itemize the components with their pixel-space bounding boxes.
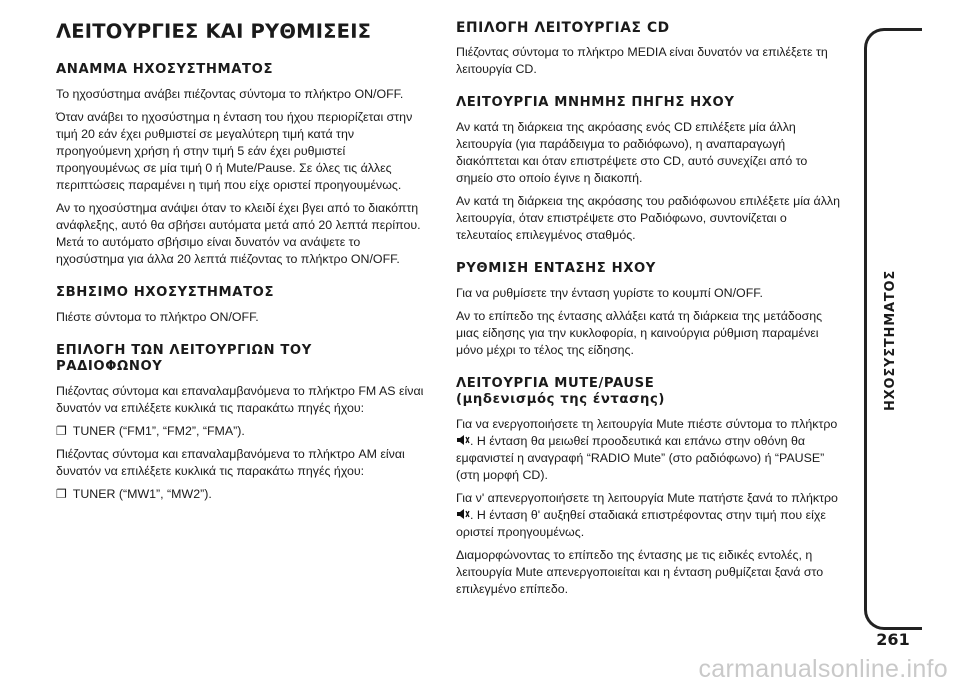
text-run: Για ν' απενεργοποιήσετε τη λειτουργία Mute πατήστε ξανά το πλήκτρο xyxy=(456,491,838,505)
page-number: 261 xyxy=(876,630,910,649)
heading-line: ΕΠΙΛΟΓΗ ΤΩΝ ΛΕΙΤΟΥΡΓΙΩΝ ΤΟΥ xyxy=(56,343,312,358)
paragraph xyxy=(456,416,842,484)
side-tab xyxy=(864,0,960,686)
heading-line: (μηδενισμός της έντασης) xyxy=(456,392,665,407)
paragraph: Πιέζοντας σύντομα και επαναλαμβανόμενα το πλήκτρο FM AS είναι δυνατόν να επιλέξετε κυκλικά τις παρακάτω πηγές ήχου: xyxy=(56,384,424,415)
bullet-item xyxy=(56,423,431,440)
section-source-memory xyxy=(456,95,842,244)
checkbox-bullet-icon: ❐ xyxy=(56,424,67,438)
paragraph: Αν κατά τη διάρκεια της ακρόασης ενός CD επιλέξετε μία άλλη λειτουργία (για παράδειγμα το ραδιόφωνο), η αναπαραγωγή διακόπτεται και όταν επιστρέψετε στο CD, αυτό συνεχίζει από το σημείο στο οποίο έγινε η διακοπή. xyxy=(456,120,808,185)
page-title: ΛΕΙΤΟΥΡΓΙΕΣ ΚΑΙ ΡΥΘΜΙΣΕΙΣ xyxy=(56,20,372,43)
section-radio-functions xyxy=(56,343,431,503)
section-heading: ΡΥΘΜΙΣΗ ΕΝΤΑΣΗΣ ΗΧΟΥ xyxy=(456,261,656,276)
section-mute-pause xyxy=(456,376,842,598)
paragraph: Για να ρυθμίσετε την ένταση γυρίστε το κουμπί ON/OFF. xyxy=(456,286,763,300)
side-tab-label-text: ΗΧΟΣΥΣΤΗΜΑΤΟΣ xyxy=(883,269,899,411)
section-heading: ΣΒΗΣΙΜΟ ΗΧΟΣΥΣΤΗΜΑΤΟΣ xyxy=(56,285,275,300)
heading-line: ΡΑΔΙΟΦΩΝΟΥ xyxy=(56,359,163,374)
paragraph xyxy=(456,490,842,541)
checkbox-bullet-icon: ❐ xyxy=(56,487,67,501)
right-column xyxy=(456,20,842,615)
text-run: Για να ενεργοποιήσετε τη λειτουργία Mute πιέστε σύντομα το πλήκτρο xyxy=(456,417,838,431)
side-tab-label xyxy=(869,240,913,440)
mute-speaker-icon xyxy=(456,434,470,446)
bullet-text: TUNER (“FM1”, “FM2”, “FMA”). xyxy=(72,424,245,438)
section-heading: ΑΝΑΜΜΑ ΗΧΟΣΥΣΤΗΜΑΤΟΣ xyxy=(56,62,274,77)
section-cd-mode xyxy=(456,20,842,78)
paragraph: Αν το επίπεδο της έντασης αλλάξει κατά τη διάρκεια της μετάδοσης μιας είδησης για την κυκλοφορία, η καινούργια ρύθμιση παραμένει μόνο μέχρι το τέλος της είδησης. xyxy=(456,309,823,357)
text-run: . Η ένταση θα μειωθεί προοδευτικά και επάνω στην οθόνη θα εμφανιστεί η αναγραφή “RADIO Mute” (στο ραδιόφωνο) ή “PAUSE” (στη μορφή CD). xyxy=(456,434,825,482)
paragraph: Αν κατά τη διάρκεια της ακρόασης του ραδιόφωνου επιλέξετε μία άλλη λειτουργία, όταν επιστρέψετε στο Ραδιόφωνο, συντονίζεται ο τελευταίος επιλεγμένος σταθμός. xyxy=(456,194,841,242)
paragraph: Διαμορφώνοντας το επίπεδο της έντασης με τις ειδικές εντολές, η λειτουργία Mute απενεργοποιείται και η ένταση ρυθμίζεται ξανά στο επιλεγμένο επίπεδο. xyxy=(456,548,824,596)
section-heading: ΛΕΙΤΟΥΡΓΙΑ ΜΝΗΜΗΣ ΠΗΓΗΣ ΗΧΟΥ xyxy=(456,95,735,110)
section-system-off xyxy=(56,285,431,326)
paragraph: Πιέζοντας σύντομα το πλήκτρο MEDIA είναι δυνατόν να επιλέξετε τη λειτουργία CD. xyxy=(456,45,828,76)
paragraph: Πιέστε σύντομα το πλήκτρο ON/OFF. xyxy=(56,310,259,324)
heading-line: ΛΕΙΤΟΥΡΓΙΑ MUTE/PAUSE xyxy=(456,376,655,391)
section-system-on xyxy=(56,62,431,268)
paragraph: Αν το ηχοσύστημα ανάψει όταν το κλειδί έχει βγει από το διακόπτη ανάφλεξης, αυτό θα σβήσει αυτόματα μετά από 20 λεπτά περίπου. Μετά το αυτόματο σβήσιμο είναι δυνατόν να ανάψετε το ηχοσύστημα για άλλα 20 λεπτά πιέζοντας το πλήκτρο ON/OFF. xyxy=(56,201,421,266)
paragraph: Πιέζοντας σύντομα και επαναλαμβανόμενα το πλήκτρο AM είναι δυνατόν να επιλέξετε κυκλικά τις παρακάτω πηγές ήχου: xyxy=(56,447,405,478)
bullet-item xyxy=(56,486,431,503)
paragraph: Το ηχοσύστημα ανάβει πιέζοντας σύντομα το πλήκτρο ON/OFF. xyxy=(56,87,404,101)
text-run: . Η ένταση θ' αυξηθεί σταδιακά επιστρέφοντας στην τιμή που είχε οριστεί προηγουμένως. xyxy=(456,508,826,539)
section-volume xyxy=(456,261,842,359)
section-heading xyxy=(56,343,431,375)
bullet-text: TUNER (“MW1”, “MW2”). xyxy=(72,487,212,501)
mute-speaker-icon xyxy=(456,508,470,520)
section-heading: ΕΠΙΛΟΓΗ ΛΕΙΤΟΥΡΓΙΑΣ CD xyxy=(456,20,670,36)
section-heading xyxy=(456,376,842,408)
paragraph: Όταν ανάβει το ηχοσύστημα η ένταση του ήχου περιορίζεται στην τιμή 20 εάν έχει ρυθμιστεί σε μεγαλύτερη τιμή κατά την προηγούμενη χρήση ή στην τιμή 5 εάν έχει ρυθμιστεί προηγουμένως σε μία τιμή 0 ή Mute/Pause. Σε όλες τις άλλες περιπτώσεις παραμένει η τιμή που είχε οριστεί προηγουμένως. xyxy=(56,110,413,192)
watermark: carmanualsonline.info xyxy=(698,655,948,683)
left-column xyxy=(56,62,431,520)
